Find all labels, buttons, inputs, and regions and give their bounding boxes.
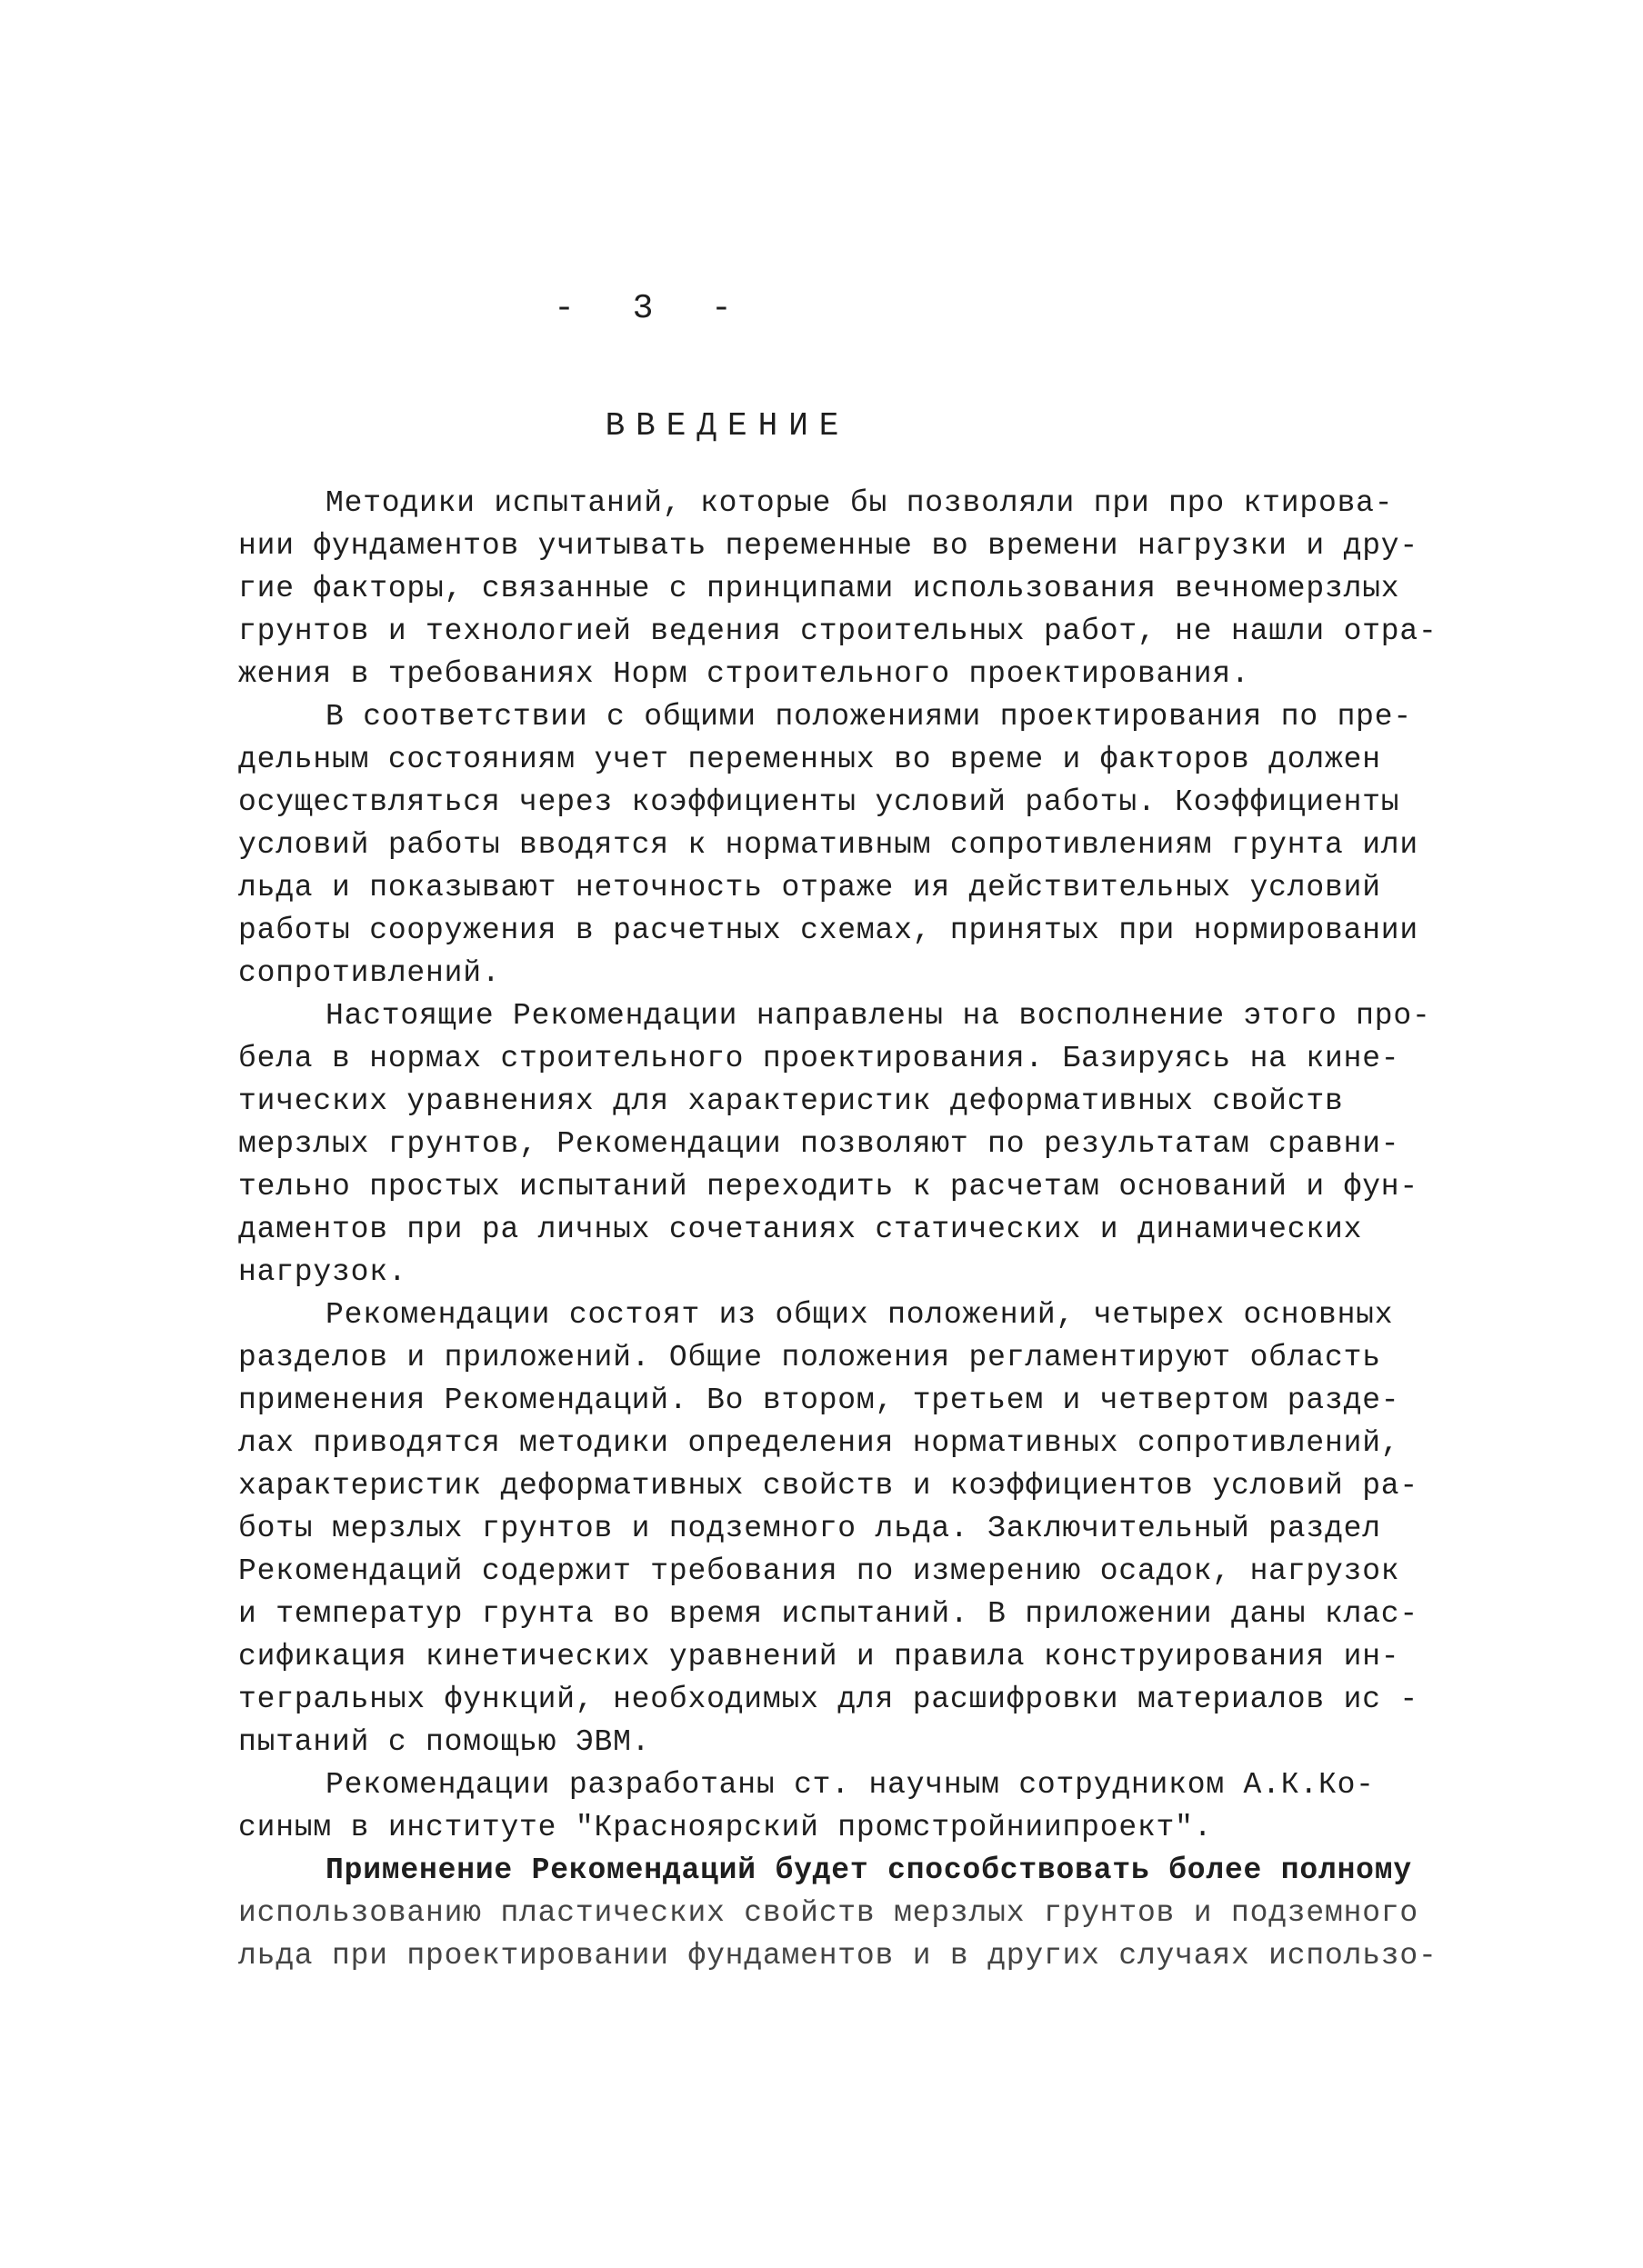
text-line: разделов и приложений. Общие положения регламентируют область xyxy=(238,1341,1381,1374)
text-line: В соответствии с общими положениями проектирования по пре- xyxy=(326,700,1412,734)
text-line: мерзлых грунтов, Рекомендации позволяют по результатам сравни- xyxy=(238,1127,1400,1161)
text-line: Рекомендаций содержит требования по измерению осадок, нагрузок xyxy=(238,1554,1400,1588)
text-line: лах приводятся методики определения нормативных сопротивлений, xyxy=(238,1426,1400,1460)
text-line: Применение Рекомендаций будет способствовать более полному xyxy=(326,1853,1412,1887)
text-line: Настоящие Рекомендации направлены на восполнение этого про- xyxy=(326,999,1431,1033)
text-line: характеристик деформативных свойств и коэффициентов условий ра- xyxy=(238,1469,1419,1503)
section-title: ВВЕДЕНИЕ xyxy=(605,407,850,445)
text-line: Методики испытаний, которые бы позволяли при про ктирова- xyxy=(326,486,1394,520)
text-line: сификация кинетических уравнений и правила конструирования ин- xyxy=(238,1640,1400,1674)
text-line: нии фундаментов учитывать переменные во времени нагрузки и дру- xyxy=(238,529,1419,563)
text-line: тельно простых испытаний переходить к расчетам оснований и фун- xyxy=(238,1170,1419,1204)
text-line: использованию пластических свойств мерзлых грунтов и подземного xyxy=(238,1896,1419,1930)
text-line: гие факторы, связанные с принципами использования вечномерзлых xyxy=(238,572,1400,605)
text-line: тических уравнениях для характеристик деформативных свойств xyxy=(238,1084,1344,1118)
text-line: льда при проектировании фундаментов и в других случаях использо- xyxy=(238,1939,1438,1973)
text-line: боты мерзлых грунтов и подземного льда. Заключительный раздел xyxy=(238,1512,1381,1545)
text-line: бела в нормах строительного проектирования. Базируясь на кине- xyxy=(238,1042,1400,1075)
text-line: работы сооружения в расчетных схемах, принятых при нормировании xyxy=(238,914,1419,947)
text-line: пытаний с помощью ЭВМ. xyxy=(238,1725,651,1759)
text-line: даментов при ра личных сочетаниях статических и динамических xyxy=(238,1213,1363,1246)
text-line: жения в требованиях Норм строительного проектирования. xyxy=(238,657,1250,691)
text-line: синым в институте "Красноярский промстройниипроект". xyxy=(238,1811,1213,1844)
text-line: сопротивлений. xyxy=(238,956,501,990)
text-line: грунтов и технологией ведения строительных работ, не нашли отра- xyxy=(238,614,1438,648)
text-line: льда и показывают неточность отраже ия действительных условий xyxy=(238,871,1381,904)
text-line: применения Рекомендаций. Во втором, третьем и четвертом разде- xyxy=(238,1384,1400,1417)
text-line: нагрузок. xyxy=(238,1255,407,1289)
text-line: осуществляться через коэффициенты условий работы. Коэффициенты xyxy=(238,785,1400,819)
text-line: тегральных функций, необходимых для расшифровки материалов ис - xyxy=(238,1683,1419,1716)
page-number: - 3 - xyxy=(554,289,737,328)
text-line: и температур грунта во время испытаний. В приложении даны клас- xyxy=(238,1597,1419,1631)
text-line: Рекомендации состоят из общих положений, четырех основных xyxy=(326,1298,1394,1332)
text-line: Рекомендации разработаны ст. научным сотрудником А.К.Ко- xyxy=(326,1768,1375,1802)
text-line: условий работы вводятся к нормативным сопротивлениям грунта или xyxy=(238,828,1419,862)
body-text xyxy=(238,482,1448,1977)
text-line: дельным состояниям учет переменных во време и факторов должен xyxy=(238,743,1381,776)
